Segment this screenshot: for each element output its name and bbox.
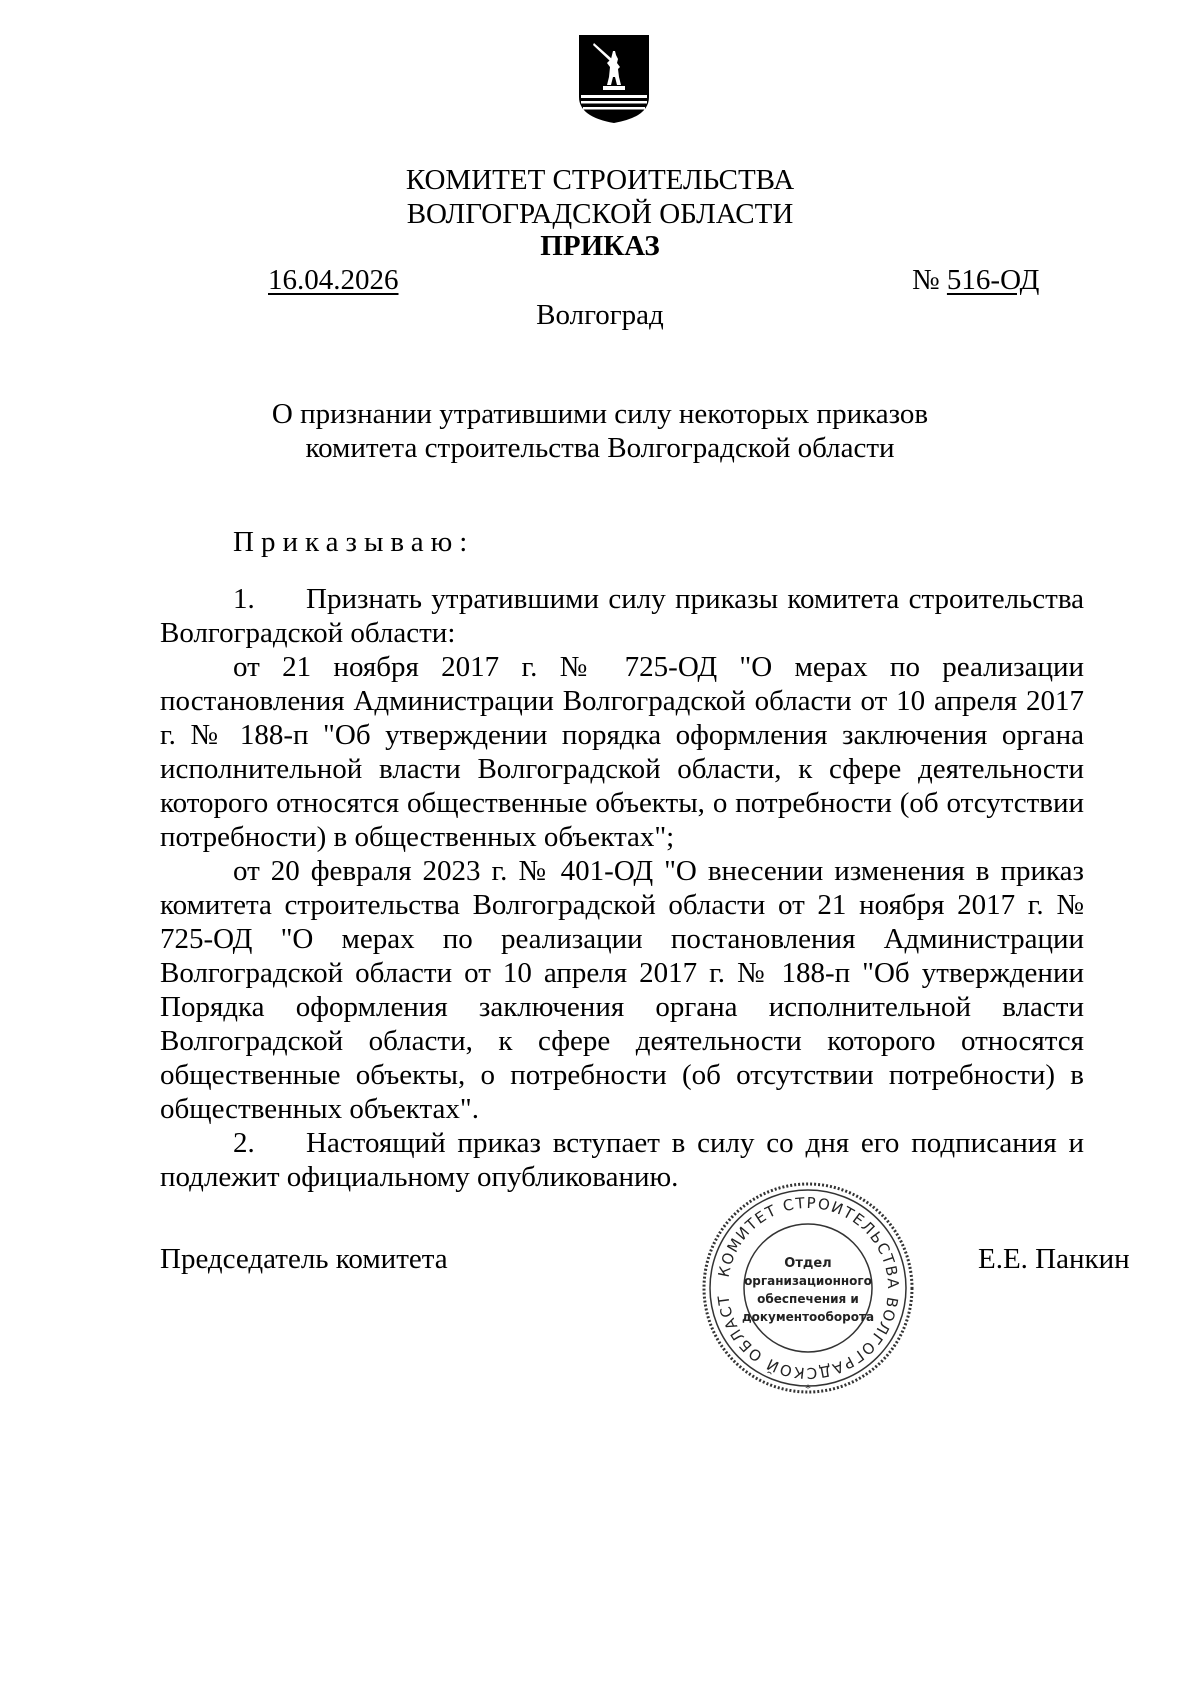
signer-position: Председатель комитета xyxy=(160,1243,448,1275)
stamp-center-line2: организационного xyxy=(744,1274,872,1288)
number-value: 516-ОД xyxy=(946,264,1040,296)
stamp-ring-text: КОМИТЕТ СТРОИТЕЛЬСТВА ВОЛГОГРАДСКОЙ ОБЛАСТ xyxy=(714,1193,903,1383)
stamp-center-line3: обеспечения и xyxy=(757,1292,859,1306)
order-lead-word: Приказываю: xyxy=(233,526,475,558)
coat-of-arms-emblem xyxy=(577,33,651,125)
stamp-center-line1: Отдел xyxy=(784,1256,832,1271)
org-name-line1: КОМИТЕТ СТРОИТЕЛЬСТВА xyxy=(405,164,795,196)
item-2 xyxy=(160,1126,1084,1194)
item-1-number: 1. xyxy=(233,583,255,615)
svg-text:*: * xyxy=(805,1381,811,1395)
item-2-number: 2. xyxy=(233,1127,255,1159)
item-2-text: Настоящий приказ вступает в силу со дня его подписания и подлежит официальному опубликованию. xyxy=(160,1127,1084,1193)
signer-name: Е.Е. Панкин xyxy=(978,1243,1130,1275)
document-body xyxy=(160,525,1084,1194)
item-1 xyxy=(160,582,1084,650)
subject-line1: О признании утратившими силу некоторых приказов xyxy=(271,398,929,430)
stamp-center-line4: документооборота xyxy=(741,1310,875,1324)
item-1-sub-2: от 20 февраля 2023 г. № 401-ОД "О внесении изменения в приказ комитета строительства Волгоградской области от 21 ноября 2017 г. № 725-ОД "О мерах по реализации постановления Администрации Волгоградской области от 10 апреля 2017 г. № 188-п "Об утверждении Порядка оформления заключения органа исполнительной власти Волгоградской области, к сфере деятельности которого относятся общественные объекты, о потребности (об отсутствии потребности) в общественных объектах". xyxy=(160,855,1084,1125)
official-stamp xyxy=(700,1180,916,1396)
document-number xyxy=(912,264,1039,297)
document-date: 16.04.2026 xyxy=(268,264,399,296)
city-name: Волгоград xyxy=(536,299,664,331)
number-sign: № xyxy=(912,264,940,296)
org-name-line2: ВОЛГОГРАДСКОЙ ОБЛАСТИ xyxy=(406,198,794,230)
item-1-sub-1: от 21 ноября 2017 г. № 725-ОД "О мерах по реализации постановления Администрации Волгоградской области от 10 апреля 2017 г. № 188-п "Об утверждении порядка оформления заключения органа исполнительной власти Волгоградской области, к сфере деятельности которого относятся общественные объекты, о потребности (об отсутствии потребности) в общественных объектах"; xyxy=(160,651,1084,853)
item-1-text: Признать утратившими силу приказы комитета строительства Волгоградской области: xyxy=(160,583,1084,649)
subject-line2: комитета строительства Волгоградской области xyxy=(305,432,895,464)
document-type-title: ПРИКАЗ xyxy=(540,230,660,262)
